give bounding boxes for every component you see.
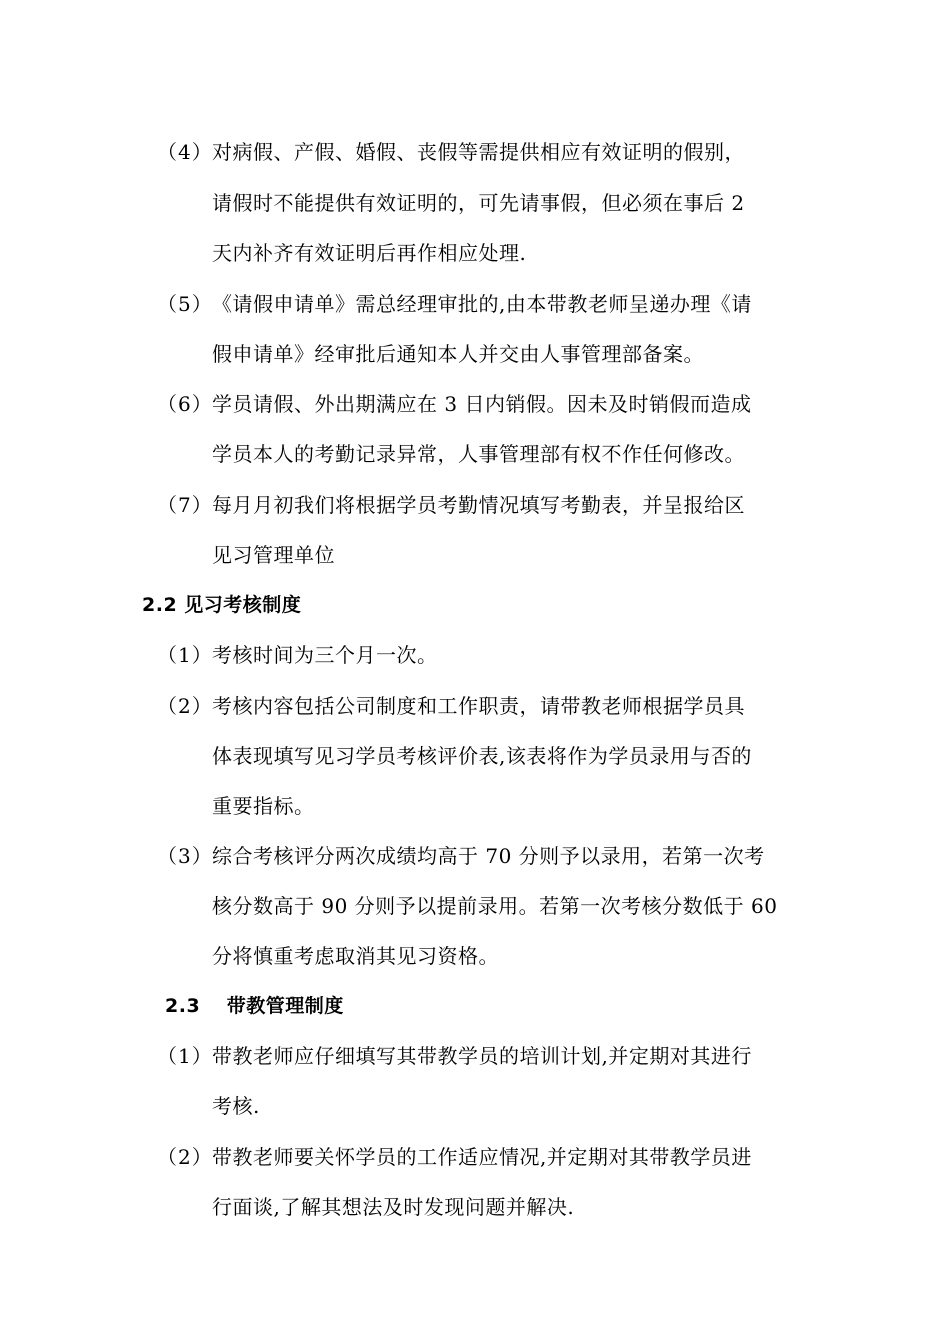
item-text-line: 对病假、产假、婚假、丧假等需提供相应有效证明的假别， bbox=[212, 140, 745, 164]
item-text-line: 分将慎重考虑取消其见习资格。 bbox=[212, 944, 499, 968]
item-text-line: 综合考核评分两次成绩均高于 70 分则予以录用，若第一次考 bbox=[212, 844, 765, 868]
item-number: （2） bbox=[157, 694, 213, 718]
item-text-line: 行面谈,了解其想法及时发现问题并解决. bbox=[212, 1195, 575, 1219]
item-number: （1） bbox=[157, 643, 213, 667]
item-number: （3） bbox=[157, 844, 213, 868]
section-heading: 2.2 见习考核制度 bbox=[142, 594, 302, 616]
item-number: （2） bbox=[157, 1145, 213, 1169]
item-text-line: 带教老师应仔细填写其带教学员的培训计划,并定期对其进行 bbox=[212, 1044, 752, 1068]
section-heading: 2.3 带教管理制度 bbox=[165, 995, 344, 1017]
item-text-line: 见习管理单位 bbox=[212, 543, 335, 567]
item-text-line: 考核内容包括公司制度和工作职责，请带教老师根据学员具 bbox=[212, 694, 745, 718]
item-text-line: 体表现填写见习学员考核评价表,该表将作为学员录用与否的 bbox=[212, 744, 752, 768]
item-text-line: 考核. bbox=[212, 1094, 260, 1118]
item-number: （7） bbox=[157, 493, 213, 517]
item-text-line: 天内补齐有效证明后再作相应处理. bbox=[212, 241, 527, 265]
item-text-line: 带教老师要关怀学员的工作适应情况,并定期对其带教学员进 bbox=[212, 1145, 752, 1169]
item-text-line: 重要指标。 bbox=[212, 794, 315, 818]
item-text-line: 核分数高于 90 分则予以提前录用。若第一次考核分数低于 60 bbox=[212, 894, 778, 918]
item-text-line: 假申请单》经审批后通知本人并交由人事管理部备案。 bbox=[212, 342, 704, 366]
item-text-line: 《请假申请单》需总经理审批的,由本带教老师呈递办理《请 bbox=[212, 292, 752, 316]
item-number: （5） bbox=[157, 292, 213, 316]
item-text-line: 每月月初我们将根据学员考勤情况填写考勤表，并呈报给区 bbox=[212, 493, 745, 517]
item-text-line: 学员本人的考勤记录异常，人事管理部有权不作任何修改。 bbox=[212, 442, 745, 466]
item-text-line: 学员请假、外出期满应在 3 日内销假。因未及时销假而造成 bbox=[212, 392, 752, 416]
item-number: （1） bbox=[157, 1044, 213, 1068]
item-text-line: 考核时间为三个月一次。 bbox=[212, 643, 438, 667]
item-number: （4） bbox=[157, 140, 213, 164]
item-number: （6） bbox=[157, 392, 213, 416]
item-text-line: 请假时不能提供有效证明的，可先请事假，但必须在事后 2 bbox=[212, 191, 745, 215]
